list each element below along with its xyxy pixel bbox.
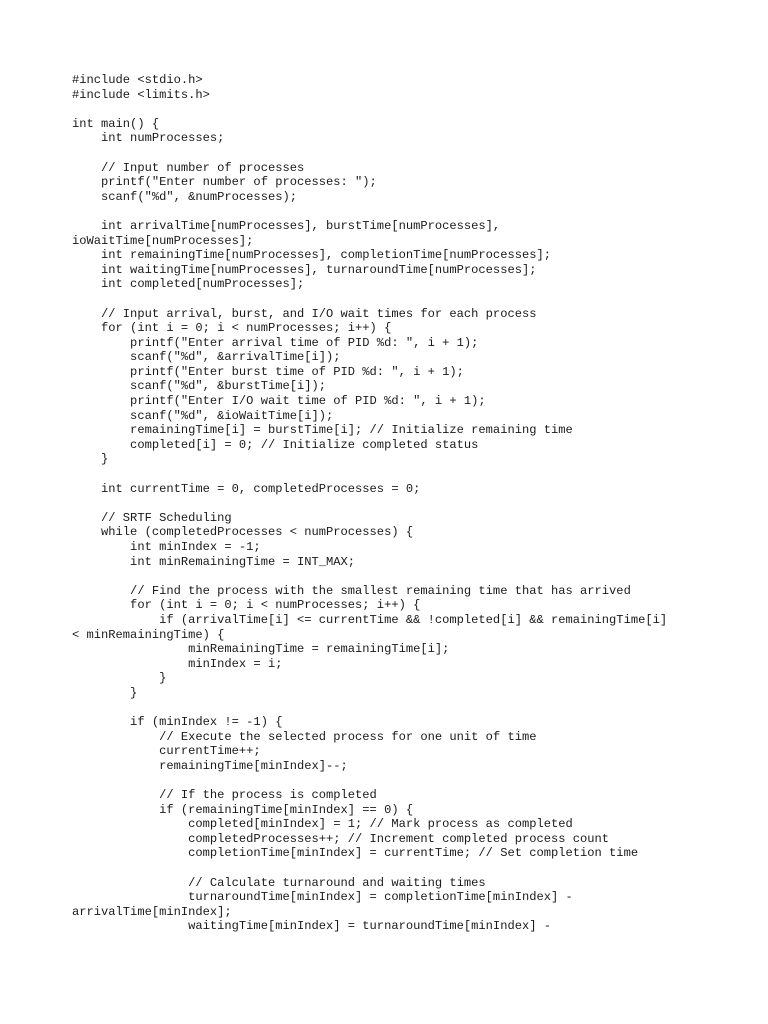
code-line: minRemainingTime = remainingTime[i]; <box>72 642 450 657</box>
code-line: // Execute the selected process for one unit of time <box>72 729 537 744</box>
code-line: printf("Enter number of processes: "); <box>72 175 377 190</box>
code-line: int main() { <box>72 116 160 131</box>
code-line: int minRemainingTime = INT_MAX; <box>72 554 356 569</box>
code-line: for (int i = 0; i < numProcesses; i++) { <box>72 321 392 336</box>
code-line <box>72 861 732 876</box>
code-line: ioWaitTime[numProcesses]; <box>72 233 254 248</box>
code-line: completed[minIndex] = 1; // Mark process as completed <box>72 817 573 832</box>
code-line: completionTime[minIndex] = currentTime; // Set completion time <box>72 846 639 861</box>
code-line: printf("Enter burst time of PID %d: ", i + 1); <box>72 364 464 379</box>
code-line: // Input arrival, burst, and I/O wait times for each process <box>72 306 537 321</box>
code-line: int completed[numProcesses]; <box>72 277 305 292</box>
code-line <box>72 467 732 482</box>
code-line: arrivalTime[minIndex]; <box>72 904 232 919</box>
code-line: remainingTime[i] = burstTime[i]; // Initialize remaining time <box>72 423 573 438</box>
code-line: int waitingTime[numProcesses], turnaroundTime[numProcesses]; <box>72 262 537 277</box>
code-line: waitingTime[minIndex] = turnaroundTime[minIndex] - <box>72 919 551 934</box>
code-line: while (completedProcesses < numProcesses) { <box>72 525 414 540</box>
code-line: } <box>72 685 138 700</box>
code-line <box>72 774 732 789</box>
code-line: scanf("%d", &numProcesses); <box>72 189 297 204</box>
code-line: int currentTime = 0, completedProcesses = 0; <box>72 481 421 496</box>
code-line: scanf("%d", &burstTime[i]); <box>72 379 327 394</box>
code-line: // If the process is completed <box>72 788 377 803</box>
code-listing <box>72 73 732 934</box>
code-line: // Input number of processes <box>72 160 305 175</box>
code-line: #include <stdio.h> <box>72 73 203 87</box>
code-line <box>72 701 732 716</box>
code-line: turnaroundTime[minIndex] = completionTime[minIndex] - <box>72 890 573 905</box>
code-line: completed[i] = 0; // Initialize completed status <box>72 437 479 452</box>
code-line <box>72 146 732 161</box>
code-line: int minIndex = -1; <box>72 540 261 554</box>
code-line: int remainingTime[numProcesses], completionTime[numProcesses]; <box>72 248 551 263</box>
code-line <box>72 496 732 511</box>
code-line: for (int i = 0; i < numProcesses; i++) { <box>72 598 421 613</box>
code-line: minIndex = i; <box>72 656 283 671</box>
code-line: int numProcesses; <box>72 131 225 146</box>
code-line <box>72 204 732 219</box>
code-line: scanf("%d", &ioWaitTime[i]); <box>72 408 334 423</box>
code-line: // Find the process with the smallest remaining time that has arrived <box>72 583 631 598</box>
code-line: scanf("%d", &arrivalTime[i]); <box>72 350 341 365</box>
code-line: if (arrivalTime[i] <= currentTime && !completed[i] && remainingTime[i] <box>72 612 668 627</box>
code-line: printf("Enter I/O wait time of PID %d: ", i + 1); <box>72 394 486 409</box>
code-line: remainingTime[minIndex]--; <box>72 758 348 773</box>
code-line: < minRemainingTime) { <box>72 627 225 642</box>
code-line: #include <limits.h> <box>72 87 210 102</box>
code-line: printf("Enter arrival time of PID %d: ", i + 1); <box>72 335 479 350</box>
code-line: if (remainingTime[minIndex] == 0) { <box>72 802 414 817</box>
code-line: if (minIndex != -1) { <box>72 715 283 730</box>
code-line <box>72 569 732 584</box>
code-line <box>72 102 732 117</box>
code-line: int arrivalTime[numProcesses], burstTime[numProcesses], <box>72 218 501 233</box>
code-line <box>72 292 732 307</box>
code-line: } <box>72 671 167 686</box>
code-line: completedProcesses++; // Increment completed process count <box>72 831 610 846</box>
code-line: currentTime++; <box>72 744 261 759</box>
code-line: // SRTF Scheduling <box>72 510 232 525</box>
code-line: // Calculate turnaround and waiting times <box>72 875 486 890</box>
code-line: } <box>72 452 109 467</box>
